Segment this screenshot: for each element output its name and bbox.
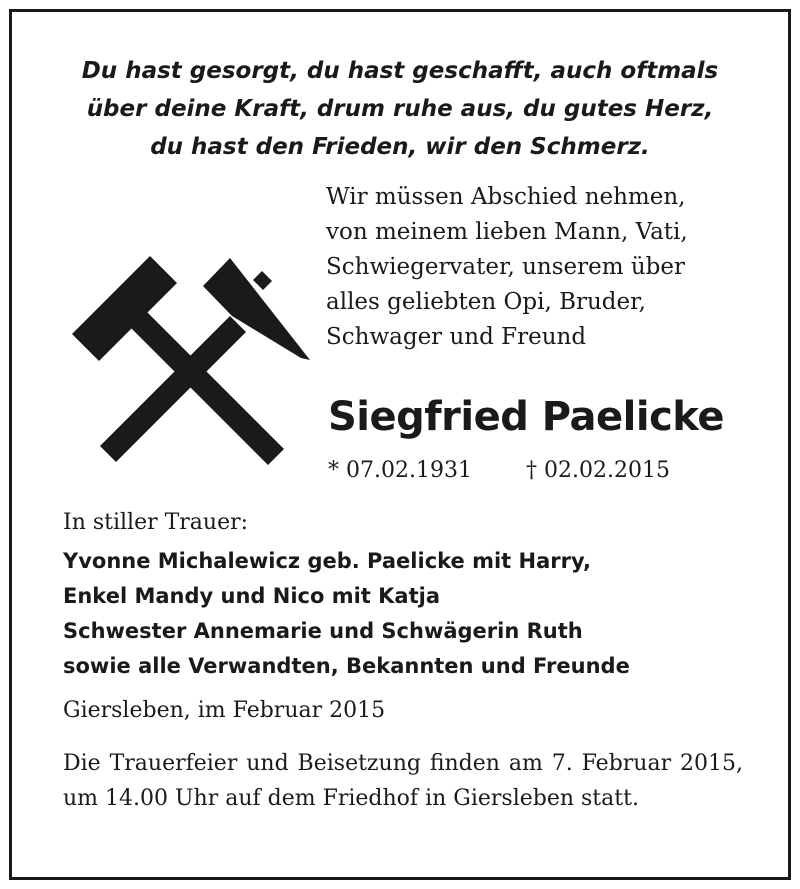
mourners-list: [63, 544, 630, 684]
death-date: † 02.02.2015: [526, 458, 670, 483]
place-and-date: Giersleben, im Februar 2015: [63, 698, 386, 723]
obituary-notice: [9, 9, 791, 880]
pick-cap: [253, 271, 272, 290]
mourner-line: Schwester Annemarie und Schwägerin Ruth: [63, 619, 583, 643]
mourning-label: In stiller Trauer:: [63, 510, 249, 535]
deceased-name: Siegfried Paelicke: [328, 394, 724, 440]
poem-line: du hast den Frieden, wir den Schmerz.: [150, 134, 650, 160]
mourner-line: Yvonne Michalewicz geb. Paelicke mit Harry,: [63, 549, 592, 573]
intro-line: alles geliebten Opi, Bruder,: [326, 289, 646, 315]
funeral-service-info: Die Trauerfeier und Beisetzung finden am 7. Februar 2015, um 14.00 Uhr auf dem Friedhof in Giersleben statt.: [63, 751, 743, 811]
intro-line: Schwiegervater, unserem über: [326, 254, 685, 280]
farewell-intro: [326, 180, 688, 355]
life-dates: [328, 458, 670, 483]
memorial-poem: [12, 52, 788, 166]
poem-line: Du hast gesorgt, du hast geschafft, auch oftmals: [81, 58, 719, 84]
mourner-line: Enkel Mandy und Nico mit Katja: [63, 584, 440, 608]
hammer-and-pick-icon: [62, 238, 314, 470]
birth-date: * 07.02.1931: [328, 458, 472, 483]
intro-line: Wir müssen Abschied nehmen,: [326, 184, 686, 210]
poem-line: über deine Kraft, drum ruhe aus, du gutes Herz,: [86, 96, 714, 122]
mourner-line: sowie alle Verwandten, Bekannten und Freunde: [63, 654, 630, 678]
intro-line: von meinem lieben Mann, Vati,: [326, 219, 688, 245]
intro-line: Schwager und Freund: [326, 324, 587, 350]
